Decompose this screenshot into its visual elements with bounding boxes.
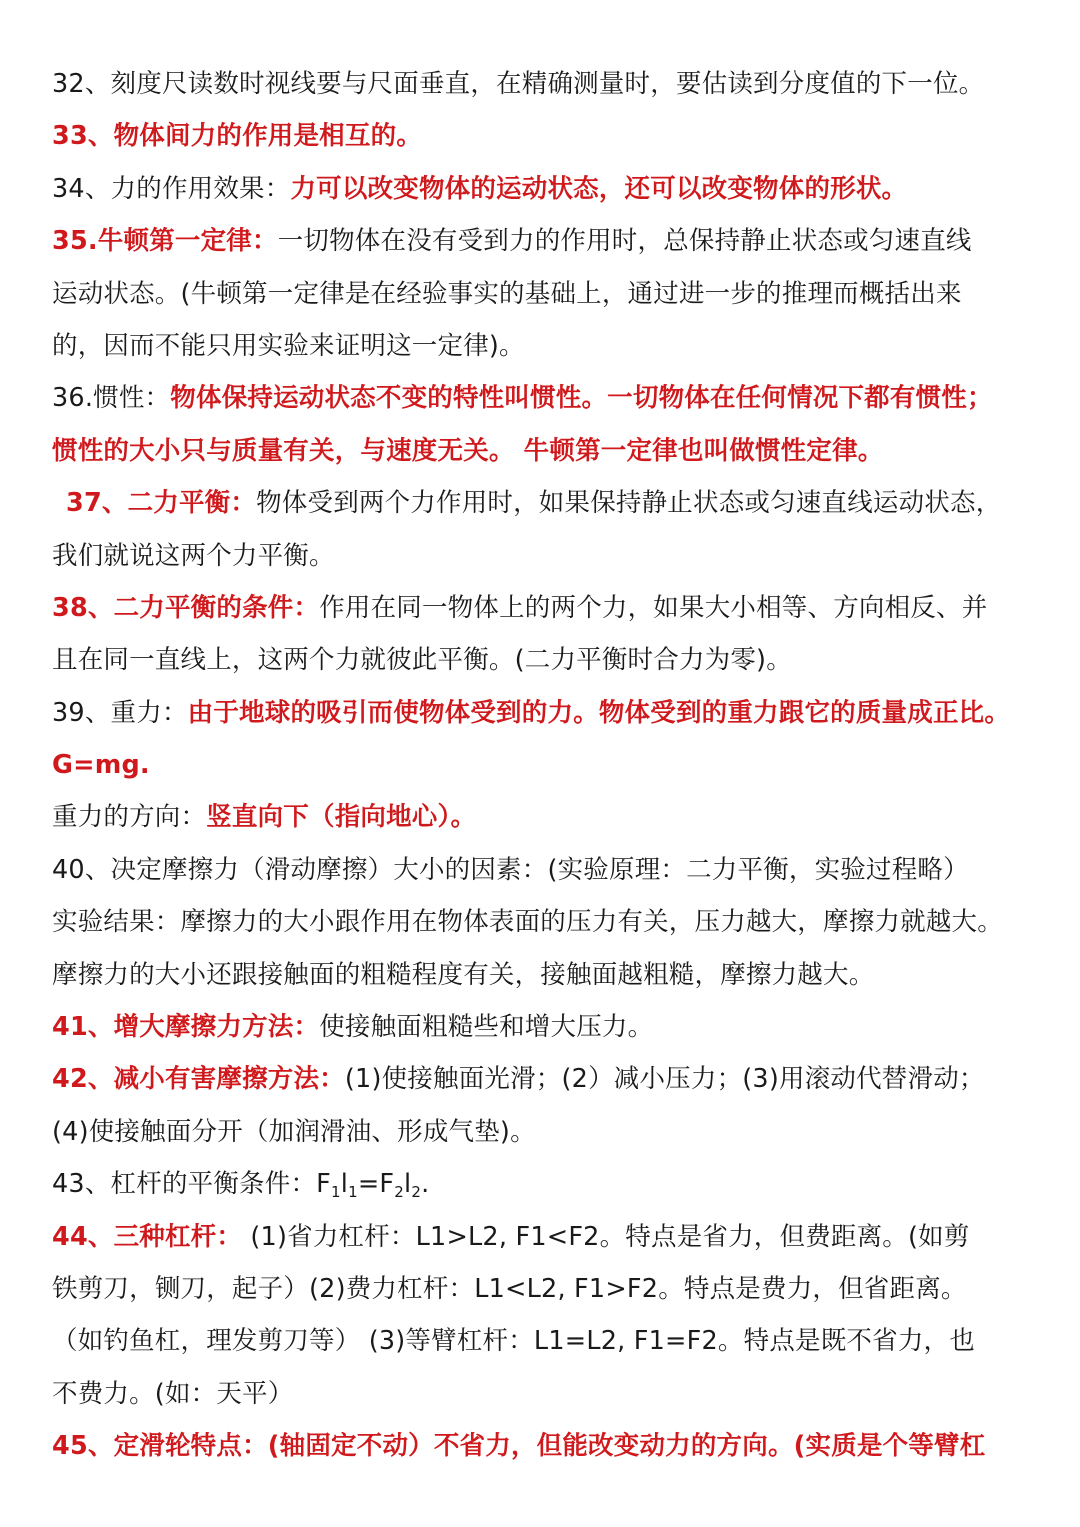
text-line [52,268,1037,320]
highlight-text: 41、增大摩擦力方法： [52,1012,320,1043]
body-text: 39、重力： [52,697,188,728]
text-line [52,477,1037,529]
body-text: （如钓鱼杠，理发剪刀等） (3)等臂杠杆：L1=L2, F1=F2。特点是既不省力，也 [52,1326,975,1357]
text-line [52,687,1037,739]
text-line [52,739,1037,791]
highlight-text: 44、三种杠杆： [52,1221,243,1252]
highlight-text: 惯性的大小只与质量有关，与速度无关。 牛顿第一定律也叫做惯性定律。 [52,435,884,466]
body-text: 重力的方向： [52,802,207,833]
subscript: 2 [411,1183,422,1202]
subscript: 1 [331,1183,341,1202]
text-line [52,425,1037,477]
text-line [52,844,1037,896]
subscript: 2 [394,1183,405,1202]
text-line [52,1263,1037,1315]
text-line [52,110,1037,162]
text-line [52,582,1037,634]
text-line [52,215,1037,267]
text-line [52,320,1037,372]
body-text: (4)使接触面分开（加润滑油、形成气垫)。 [52,1116,536,1147]
body-text: 一切物体在没有受到力的作用时，总保持静止状态或匀速直线 [277,226,972,257]
highlight-text: 竖直向下（指向地心）。 [206,802,477,833]
highlight-text: 力可以改变物体的运动状态，还可以改变物体的形状。 [290,173,908,204]
body-text: 摩擦力的大小还跟接触面的粗糙程度有关，接触面越粗糙，摩擦力越大。 [52,959,875,990]
text-line [52,791,1037,843]
text-line [52,1158,1037,1210]
body-text: 36.惯性： [52,383,171,414]
highlight-text: 45、定滑轮特点：(轴固定不动）不省力，但能改变动力的方向。(实质是个等臂杠 [52,1431,986,1462]
body-text: 我们就说这两个力平衡。 [52,540,335,571]
body-text: (1)使接触面光滑；(2）减小压力；(3)用滚动代替滑动； [344,1064,985,1095]
text-line [52,1368,1037,1420]
body-text: (1)省力杠杆：L1>L2, F1<F2。特点是省力，但费距离。(如剪 [242,1221,970,1252]
body-text: 32、刻度尺读数时视线要与尺面垂直，在精确测量时，要估读到分度值的下一位。 [52,69,985,99]
body-text: 34、力的作用效果： [52,173,291,204]
document-page [52,58,1037,1473]
body-text: 使接触面粗糙些和增大压力。 [319,1012,654,1043]
text-line [52,1420,1037,1472]
text-line [52,372,1037,424]
highlight-text: 由于地球的吸引而使物体受到的力。物体受到的重力跟它的质量成正比。 [187,697,1011,728]
body-text: l [404,1169,412,1200]
text-line [52,896,1037,948]
text-line [52,58,1037,110]
body-text: 40、决定摩擦力（滑动摩擦）大小的因素：(实验原理：二力平衡，实验过程略） [52,854,969,885]
text-line [52,1053,1037,1105]
body-text: 43、杠杆的平衡条件：F [52,1169,332,1200]
text-line [52,634,1037,686]
body-text: 运动状态。(牛顿第一定律是在经验事实的基础上，通过进一步的推理而概括出来 [52,278,962,309]
highlight-text: 38、二力平衡的条件： [52,592,320,623]
body-text: . [421,1169,430,1200]
body-text: 不费力。(如：天平） [52,1378,294,1409]
subscript: 1 [348,1183,358,1202]
text-line [52,1315,1037,1367]
text-line [52,949,1037,1001]
body-text: 的，因而不能只用实验来证明这一定律)。 [52,330,525,361]
highlight-text: 物体保持运动状态不变的特性叫惯性。一切物体在任何情况下都有惯性； [170,383,993,414]
text-line [52,1001,1037,1053]
highlight-text: 33、物体间力的作用是相互的。 [52,121,422,152]
text-line [52,163,1037,215]
highlight-text: G=mg. [52,750,150,781]
body-text: 且在同一直线上，这两个力就彼此平衡。(二力平衡时合力为零)。 [52,645,792,676]
body-text: 物体受到两个力作用时，如果保持静止状态或匀速直线运动状态， [256,488,1002,519]
text-line [52,1106,1037,1158]
text-line [52,530,1037,582]
highlight-text: 35.牛顿第一定律： [52,226,278,257]
highlight-text: 37、二力平衡： [66,488,257,519]
body-text: 铁剪刀，铡刀，起子）(2)费力杠杆：L1<L2, F1>F2。特点是费力，但省距离。 [52,1273,967,1304]
text-line [52,1211,1037,1263]
highlight-text: 42、减小有害摩擦方法： [52,1064,345,1095]
body-text: =F [357,1169,395,1200]
body-text: 实验结果：摩擦力的大小跟作用在物体表面的压力有关，压力越大，摩擦力就越大。 [52,907,1003,938]
body-text: 作用在同一物体上的两个力，如果大小相等、方向相反、并 [319,592,988,623]
body-text: l [340,1169,349,1200]
